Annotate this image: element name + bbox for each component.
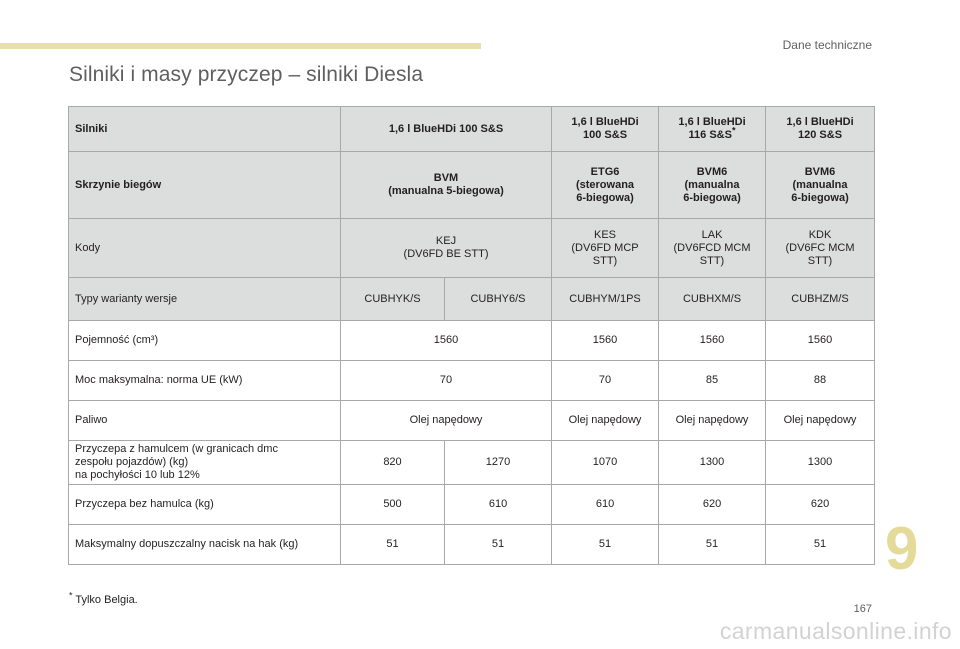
table-cell: BVM6 (manualna 6-biegowa) xyxy=(659,152,766,219)
table-cell: 620 xyxy=(766,485,875,525)
table-cell: 610 xyxy=(445,485,552,525)
table-cell: Olej napędowy xyxy=(766,401,875,441)
table-cell: KES (DV6FD MCP STT) xyxy=(552,219,659,278)
table-cell: 1300 xyxy=(659,441,766,485)
table-cell: 51 xyxy=(766,525,875,565)
footnote xyxy=(69,590,138,606)
row-label: Pojemność (cm³) xyxy=(69,321,341,361)
table-cell: KEJ (DV6FD BE STT) xyxy=(341,219,552,278)
table-cell: Olej napędowy xyxy=(659,401,766,441)
table-cell: Olej napędowy xyxy=(552,401,659,441)
chapter-number: 9 xyxy=(885,515,919,582)
table-cell: CUBHY6/S xyxy=(445,278,552,321)
engine-specs-table xyxy=(68,106,875,565)
table-cell: 51 xyxy=(341,525,445,565)
table-row-unbraked-trailer xyxy=(69,485,875,525)
table-cell xyxy=(659,107,766,152)
table-cell: 1560 xyxy=(341,321,552,361)
table-row-fuel xyxy=(69,401,875,441)
watermark: carmanualsonline.info xyxy=(719,618,952,644)
page-title: Silniki i masy przyczep – silniki Diesla xyxy=(69,63,424,86)
table-row-gearboxes xyxy=(69,152,875,219)
table-cell: 1300 xyxy=(766,441,875,485)
table-cell: 1560 xyxy=(766,321,875,361)
row-label: Paliwo xyxy=(69,401,341,441)
table-cell: 1,6 l BlueHDi 100 S&S xyxy=(552,107,659,152)
table-cell: 85 xyxy=(659,361,766,401)
table-cell: 1270 xyxy=(445,441,552,485)
table-cell: ETG6 (sterowana 6-biegowa) xyxy=(552,152,659,219)
table-row-towbar-load xyxy=(69,525,875,565)
table-cell: 51 xyxy=(445,525,552,565)
table-cell: BVM (manualna 5-biegowa) xyxy=(341,152,552,219)
cell-text: 1,6 l BlueHDi 116 S&S* xyxy=(678,116,746,141)
table-cell: 610 xyxy=(552,485,659,525)
row-label: Typy warianty wersje xyxy=(69,278,341,321)
table-cell: 70 xyxy=(552,361,659,401)
table-cell: 500 xyxy=(341,485,445,525)
table-cell: LAK (DV6FCD MCM STT) xyxy=(659,219,766,278)
row-label: Moc maksymalna: norma UE (kW) xyxy=(69,361,341,401)
footnote-mark: * xyxy=(69,590,73,601)
table-cell: CUBHYK/S xyxy=(341,278,445,321)
table-cell: 1070 xyxy=(552,441,659,485)
page-number: 167 xyxy=(853,603,872,615)
row-label: Silniki xyxy=(69,107,341,152)
table-cell: 820 xyxy=(341,441,445,485)
table-row-power xyxy=(69,361,875,401)
table-cell: CUBHYM/1PS xyxy=(552,278,659,321)
row-label: Maksymalny dopuszczalny nacisk na hak (kg) xyxy=(69,525,341,565)
footnote-text: Tylko Belgia. xyxy=(75,594,138,606)
table-cell: 1,6 l BlueHDi 120 S&S xyxy=(766,107,875,152)
row-label: Przyczepa bez hamulca (kg) xyxy=(69,485,341,525)
table-cell: 51 xyxy=(659,525,766,565)
row-label: Kody xyxy=(69,219,341,278)
table-cell: CUBHZM/S xyxy=(766,278,875,321)
table-cell: 620 xyxy=(659,485,766,525)
row-label: Skrzynie biegów xyxy=(69,152,341,219)
table-cell: KDK (DV6FC MCM STT) xyxy=(766,219,875,278)
table-cell: CUBHXM/S xyxy=(659,278,766,321)
table-row-displacement xyxy=(69,321,875,361)
table-cell: 1,6 l BlueHDi 100 S&S xyxy=(341,107,552,152)
table-cell: Olej napędowy xyxy=(341,401,552,441)
table-row-engines xyxy=(69,107,875,152)
table-cell: 1560 xyxy=(659,321,766,361)
table-cell: BVM6 (manualna 6-biegowa) xyxy=(766,152,875,219)
table-cell: 70 xyxy=(341,361,552,401)
table-row-braked-trailer xyxy=(69,441,875,485)
row-label: Przyczepa z hamulcem (w granicach dmc zespołu pojazdów) (kg) na pochyłości 10 lub 12% xyxy=(69,441,341,485)
section-label: Dane techniczne xyxy=(782,38,872,52)
table-row-codes xyxy=(69,219,875,278)
table-cell: 88 xyxy=(766,361,875,401)
table-cell: 1560 xyxy=(552,321,659,361)
header-accent-bar xyxy=(0,43,481,49)
table-cell: 51 xyxy=(552,525,659,565)
table-row-variants xyxy=(69,278,875,321)
